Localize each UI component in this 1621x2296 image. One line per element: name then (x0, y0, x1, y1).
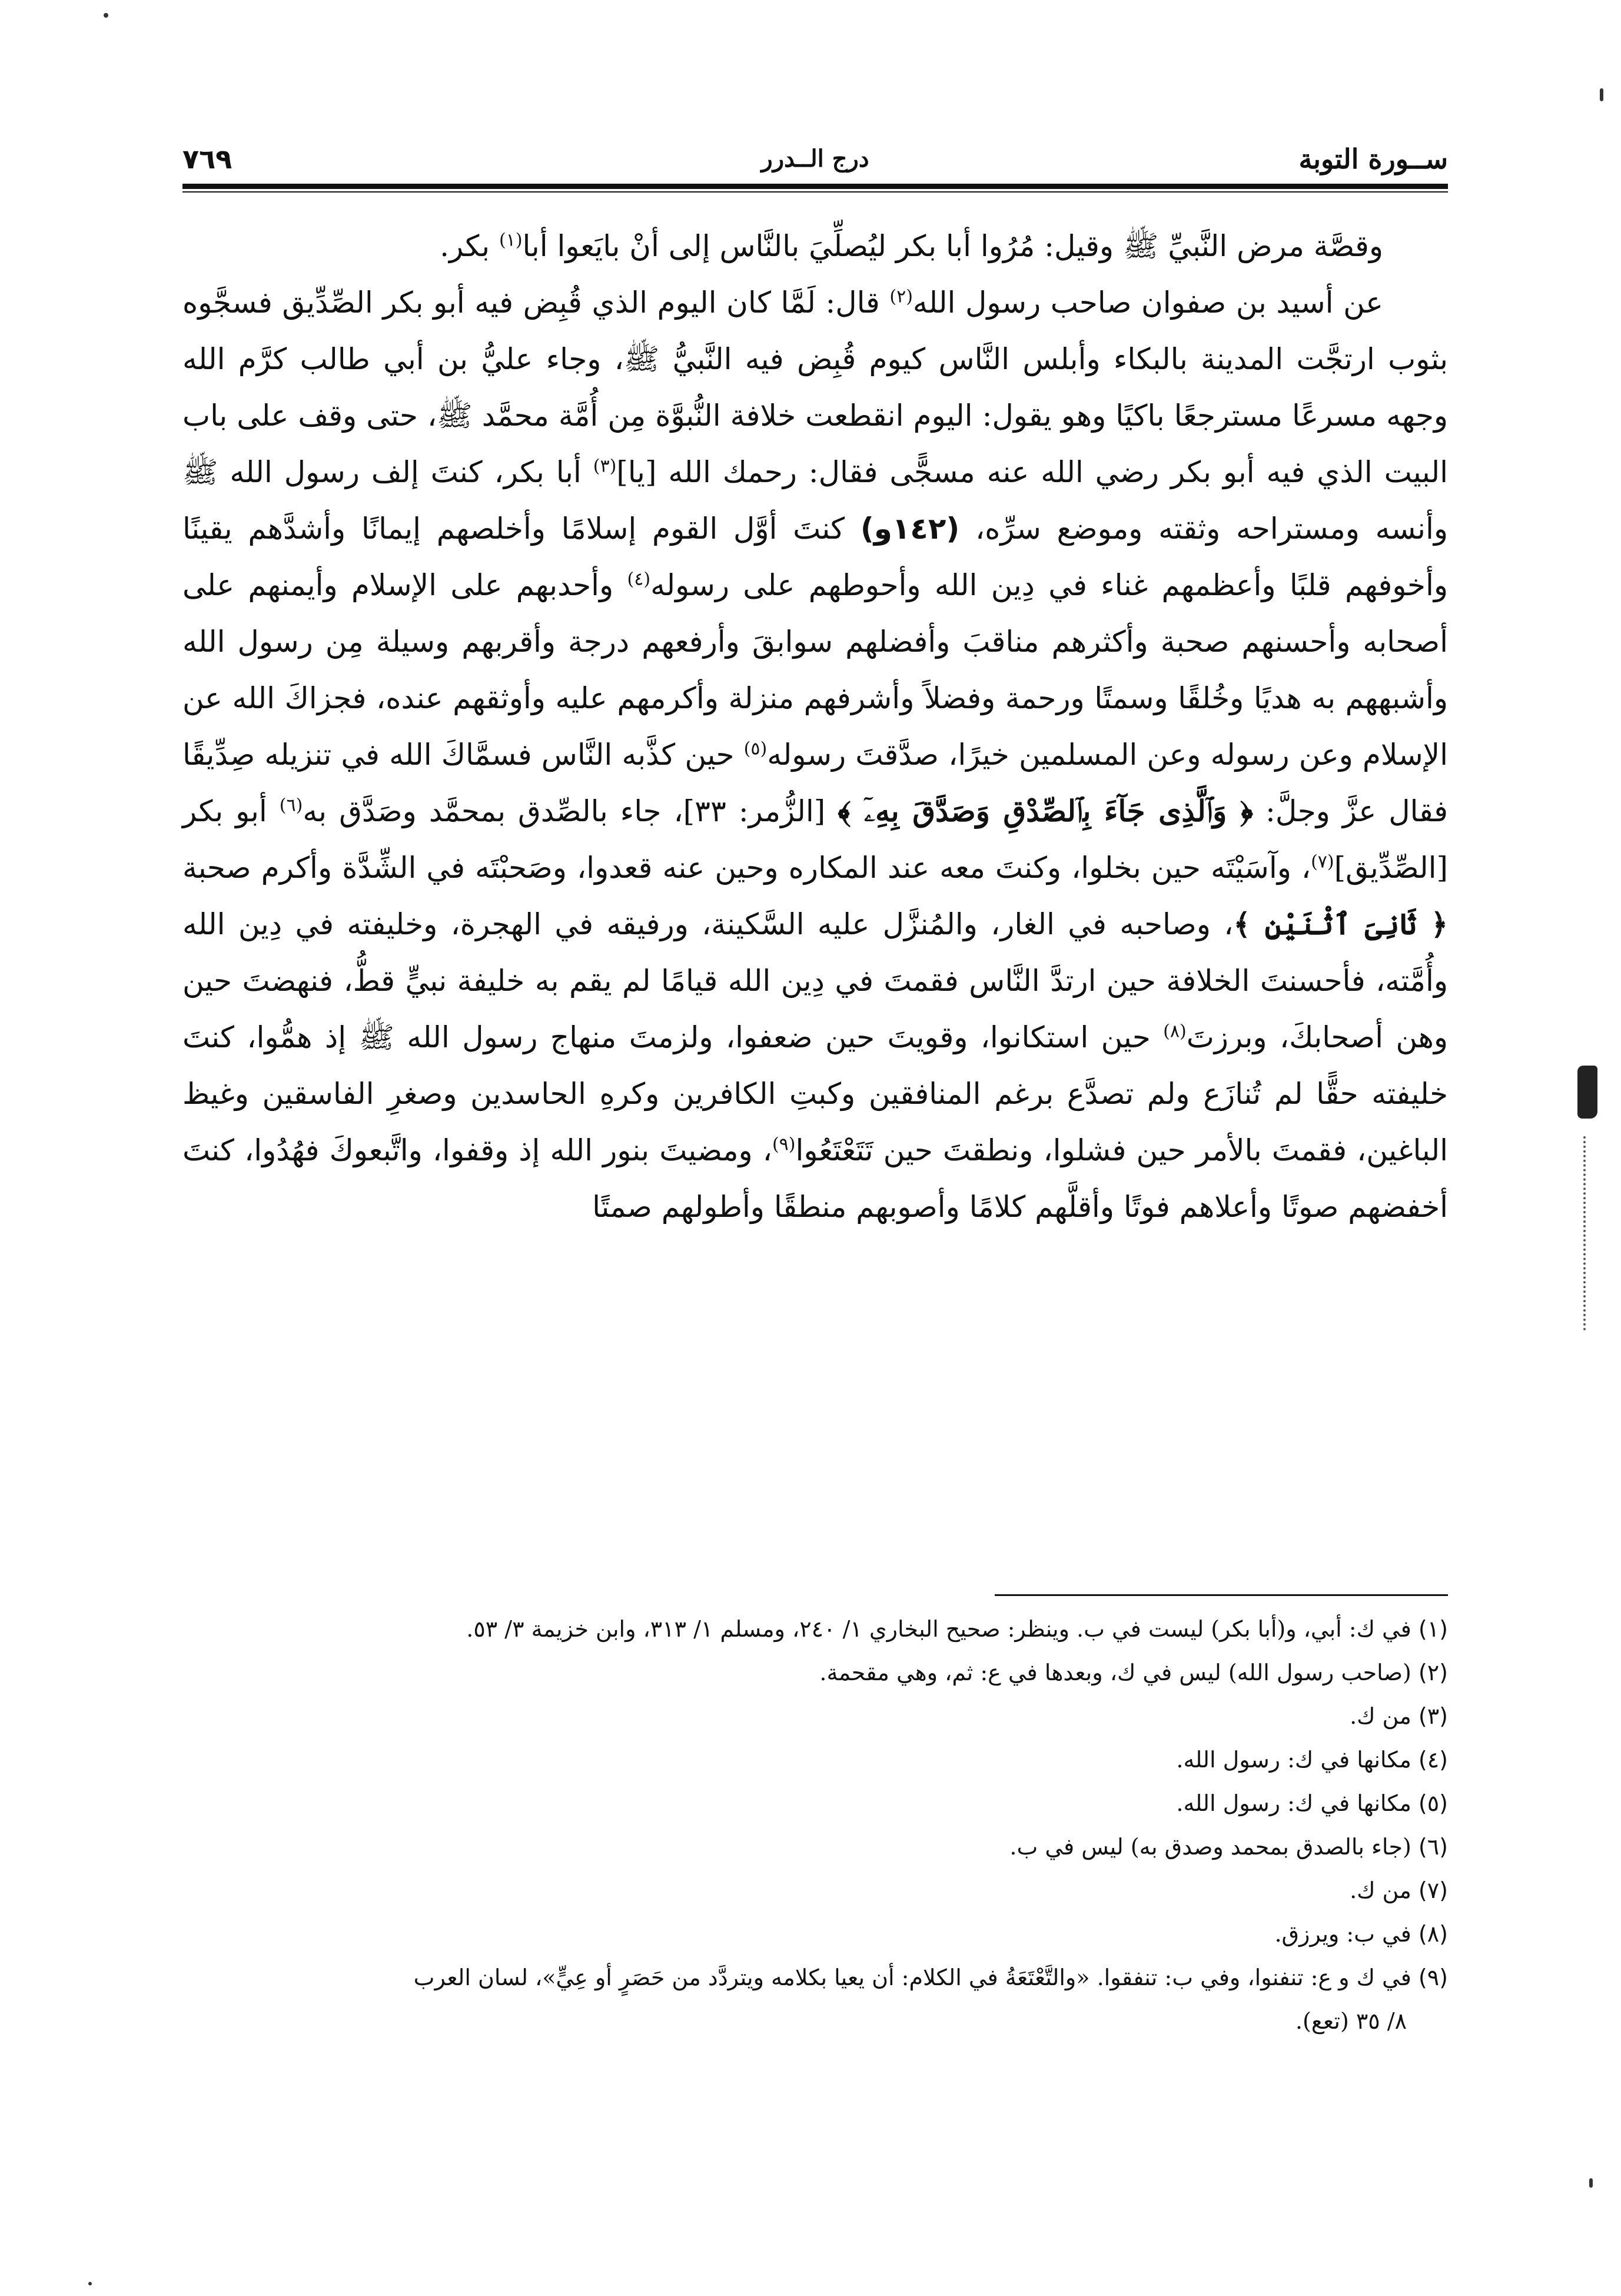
footnote-text: من ك. (1350, 1877, 1411, 1903)
footnote-5 (182, 1781, 1448, 1825)
footnote-ref-6: (٦) (279, 795, 303, 816)
footnote-3 (182, 1694, 1448, 1738)
main-text (182, 218, 1448, 1235)
scan-speck (104, 13, 108, 18)
footnote-text: مكانها في ك: رسول الله. (1176, 1747, 1411, 1773)
footnote-ref-2: (٢) (889, 286, 913, 307)
text-run: عن أسيد بن صفوان صاحب رسول الله (912, 286, 1384, 320)
footnote-2 (182, 1651, 1448, 1694)
footnote-number: (٤) (1418, 1747, 1448, 1773)
scan-speck (1589, 2178, 1593, 2188)
footnote-text: (جاء بالصدق بمحمد وصدق به) ليس في ب. (1009, 1834, 1411, 1860)
footnote-ref-1: (١) (499, 230, 523, 251)
footnote-continuation: ٨/ ٣٥ (تعع). (1295, 2008, 1407, 2034)
footnote-text: مكانها في ك: رسول الله. (1176, 1790, 1411, 1816)
text-run: [الزُّمر: ٣٣]، جاء بالصِّدق بمحمَّد وصَدَّق به (303, 794, 838, 828)
footnote-text: من ك. (1350, 1703, 1411, 1729)
footnote-number: (٥) (1418, 1790, 1448, 1816)
faint-margin-scrawl (1583, 1136, 1594, 1331)
footnote-7 (182, 1869, 1448, 1912)
footnote-text: في ك و ع: تنفنوا، وفي ب: تنفقوا. «والتَّعْتَعَةُ في الكلام: أن يعيا بكلامه ويتردَّد من حَصَرٍ أو عِيٍّ»، لسان العرب (413, 1965, 1411, 1990)
footnote-number: (٣) (1418, 1703, 1448, 1729)
footnote-8 (182, 1912, 1448, 1956)
footnote-number: (٩) (1418, 1965, 1448, 1990)
footnote-ref-5: (٥) (743, 738, 768, 759)
footnote-number: (٨) (1418, 1921, 1448, 1947)
footnote-ref-3: (٣) (593, 456, 617, 477)
footnote-text: في ك: أبي، و(أبا بكر) ليست في ب. وينظر: صحيح البخاري ١/ ٢٤٠، ومسلم ١/ ٣١٣، وابن خزيمة ٣/ ٥٣. (466, 1616, 1411, 1642)
footnote-text: (صاحب رسول الله) ليس في ك، وبعدها في ع: ثم، وهي مقحمة. (819, 1660, 1411, 1685)
footnote-ref-4: (٤) (627, 569, 651, 590)
text-run: حين استكانوا، وقويتَ حين ضعفوا، ولزمتَ منهاج رسول الله ﷺ إذ همُّوا، كنتَ خليفته حقًّا لم تُنازَع ولم تصدَّع برغم المنافقين وكبتِ الكافرين وكرهِ الحاسدين وصغرِ الفاسقين وغيظ الباغين، فقمتَ بالأمر حين فشلوا، ونطقتَ حين تَتَعْتَعُوا (182, 1020, 1448, 1167)
footnote-1 (182, 1607, 1448, 1651)
quran-quote-2: ﴿ ثَانِىَ ٱثْنَيْنِ ﴾ (1233, 907, 1448, 941)
footnote-number: (٦) (1418, 1834, 1448, 1860)
text-run: وقصَّة مرض النَّبيِّ ﷺ وقيل: مُرُوا أبا بكر ليُصلِّيَ بالنَّاس إلى أنْ بايَعوا أبا (522, 229, 1383, 263)
paragraph-2 (182, 274, 1448, 1235)
text-run: بكر. (440, 229, 499, 263)
margin-scan-mark (1572, 1048, 1607, 1354)
text-run: ، ومضيتَ بنور الله إذ وقفوا، واتَّبعوكَ فهُدُوا، كنتَ أخفضهم صوتًا وأعلاهم فوتًا وأقلَّهم كلامًا وأصوبهم منطقًا وأطولهم صمتًا (182, 1133, 1448, 1224)
ink-blot (1577, 1066, 1597, 1119)
footnote-4 (182, 1738, 1448, 1781)
footnotes (182, 1607, 1448, 2043)
page-number: ٧٦٩ (182, 143, 232, 175)
text-run: وأحدبهم على الإسلام وأيمنهم على أصحابه وأحسنهم صحبة وأكثرهم مناقبَ وأفضلهم سوابقَ وأرفعهم درجة وأقربهم وسيلة مِن رسول الله وأشبههم به هديًا وخُلقًا وسمتًا ورحمة وفضلاً وأشرفهم منزلة وأكرمهم عليه وأوثقهم عنده، فجزاكَ الله عن الإسلام وعن رسوله وعن المسلمين خيرًا، صدَّقتَ رسوله (182, 568, 1448, 772)
surah-title: ســورة التوبة (1298, 143, 1448, 175)
scan-speck (88, 2282, 92, 2285)
scan-speck (1600, 88, 1603, 101)
running-header (182, 135, 1448, 183)
footnote-9 (182, 1956, 1448, 2043)
paragraph-1 (182, 218, 1448, 274)
text-run: كنتَ أوَّل القوم إسلامًا وأخلصهم إيمانًا وأشدَّهم يقينًا وأخوفهم قلبًا وأعظمهم غناء في دِين الله وأحوطهم على رسوله (182, 512, 1448, 602)
footnote-number: (٢) (1418, 1660, 1448, 1685)
footnote-ref-7: (٧) (1311, 851, 1334, 872)
footnote-separator (995, 1594, 1448, 1596)
footnote-ref-8: (٨) (1163, 1021, 1187, 1042)
text-run: حين كذَّبه النَّاس فسمَّاكَ الله في تنزيله صِدِّيقًا فقال عزَّ وجلَّ: (182, 738, 1448, 828)
footnote-ref-9: (٩) (772, 1134, 796, 1155)
footnote-text: في ب: ويرزق. (1274, 1921, 1411, 1947)
header-rule (182, 184, 1448, 193)
footnote-number: (٧) (1418, 1877, 1448, 1903)
footnote-6 (182, 1825, 1448, 1869)
footnote-number: (١) (1418, 1616, 1448, 1642)
book-title: درج الــدرر (761, 145, 869, 172)
text-run: ، وآسَيْتَه حين بخلوا، وكنتَ معه عند المكاره وحين عنه قعدوا، وصَحبْتَه في الشِّدَّة وأكرم صحبة (182, 851, 1311, 885)
text-run: قال: لَمَّا كان اليوم الذي قُبِض فيه أبو بكر الصِّدِّيق فسجَّوه بثوب ارتجَّت المدينة بالبكاء وأبلس النَّاس كيوم قُبِض فيه النَّبيُّ ﷺ، وجاء عليُّ بن أبي طالب كرَّم الله وجهه مسرعًا مسترجعًا باكيًا وهو يقول: اليوم انقطعت خلافة النُّبوَّة مِن أُمَّة محمَّد ﷺ، حتى وقف على باب البيت الذي فيه أبو بكر رضي الله عنه مسجًّى فقال: رحمك الله [يا] (182, 286, 1448, 489)
text-run: أبو بكر [الصِّدِّيق] (182, 794, 1448, 885)
quran-quote-1: ﴿ وَٱلَّذِى جَآءَ بِٱلصِّدْقِ وَصَدَّقَ بِهِۦٓ ﴾ (838, 794, 1253, 828)
folio-marker: (١٤٢و) (860, 512, 960, 546)
text-run: ، وصاحبه في الغار، والمُنزَّل عليه السَّكينة، ورفيقه في الهجرة، وخليفته في دِين الله وأُمَّته، فأحسنتَ الخلافة حين ارتدَّ النَّاس فقمتَ في دِين الله قيامًا لم يقم به خليفة نبيٍّ قطُّ، فنهضتَ حين وهن أصحابكَ، وبرزتَ (182, 907, 1449, 1054)
text-run: أبا بكر، كنتَ إلف رسول الله ﷺ وأنسه ومستراحه وثقته وموضع سرِّه، (182, 455, 1448, 546)
